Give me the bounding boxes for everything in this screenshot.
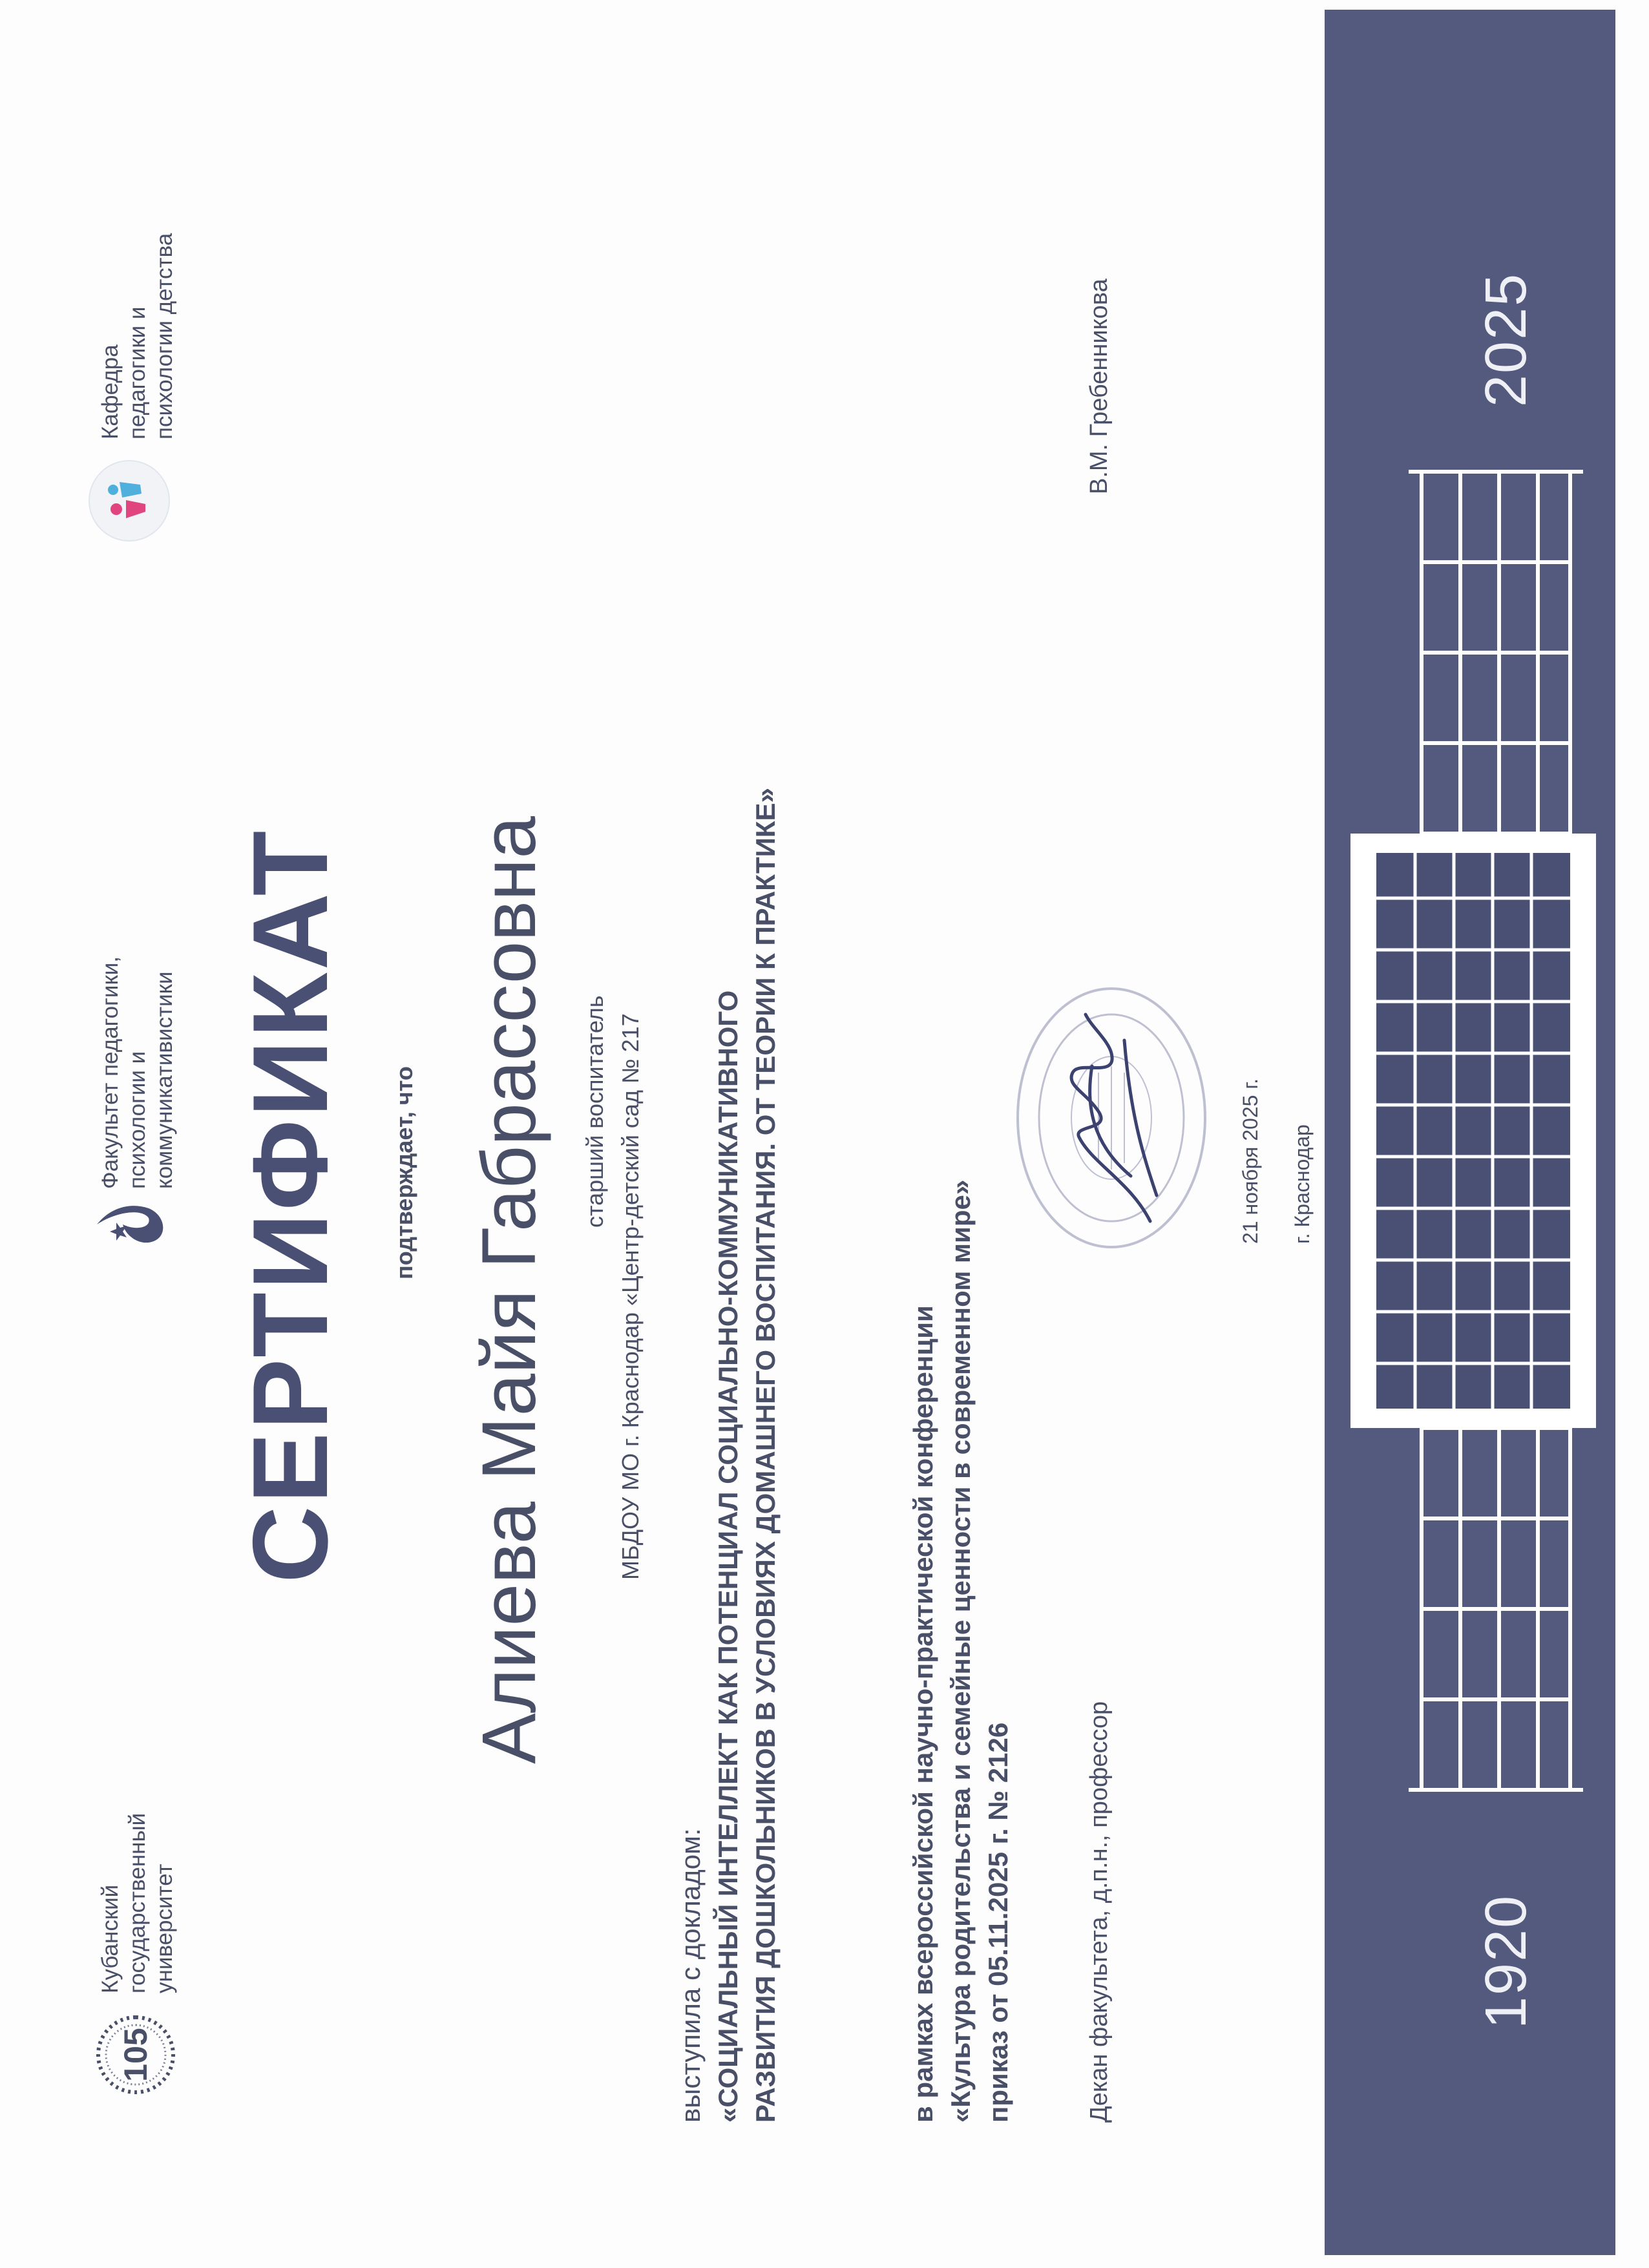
person-name: Алиева Майя Габрассовна <box>467 816 552 1764</box>
dean-name: В.М. Гребенникова <box>1086 278 1113 494</box>
issue-place: г. Краснодар <box>1290 1124 1314 1244</box>
conference-block <box>905 1180 1017 2123</box>
faculty-logo-icon <box>90 1195 174 1254</box>
issue-date: 21 ноября 2025 г. <box>1239 1078 1262 1244</box>
conference-line-2: «Культура родительства и семейные ценности в современном мире» <box>945 1179 976 2123</box>
date-place <box>1212 1076 1341 1244</box>
person-institution: МБДОУ МО г. Краснодар «Центр-детский сад № 217 <box>617 1013 644 1580</box>
report-intro: выступила с докладом: <box>675 1828 706 2123</box>
year-current: 2025 <box>1474 272 1539 407</box>
university-105-logo-icon <box>87 2006 184 2103</box>
university-name: Кубанский государственный университет <box>98 1812 177 1993</box>
footer-band <box>1325 10 1615 2255</box>
person-position: старший воспитатель <box>582 995 608 1228</box>
conference-line-1: в рамках всероссийской научно-практической конференции <box>908 1305 938 2123</box>
department-logo-icon <box>81 452 178 549</box>
faculty-name: Факультет педагогики, психологии и коммуникативистики <box>98 956 177 1189</box>
report-block <box>672 788 784 2123</box>
department-name: Кафедра педагогики и психологии детства <box>98 233 177 439</box>
confirm-text: подтверждает, что <box>391 1066 417 1279</box>
dean-title: Декан факультета, д.п.н., профессор <box>1086 1701 1113 2123</box>
anniversary-badge: 105 <box>118 2028 154 2082</box>
report-title-line-1: «СОЦИАЛЬНЫЙ ИНТЕЛЛЕКТ КАК ПОТЕНЦИАЛ СОЦИАЛЬНО-КОММУНИКАТИВНОГО <box>713 990 743 2123</box>
year-founded: 1920 <box>1474 1894 1539 2029</box>
certificate-title: СЕРТИФИКАТ <box>231 828 350 1583</box>
conference-line-3: приказ от 05.11.2025 г. № 2126 <box>983 1722 1013 2123</box>
university-building-illustration <box>1325 10 1615 2255</box>
dean-signature <box>1053 1002 1182 1234</box>
report-title-line-2: РАЗВИТИЯ ДОШКОЛЬНИКОВ В УСЛОВИЯХ ДОМАШНЕГО ВОСПИТАНИЯ. ОТ ТЕОРИИ К ПРАКТИКЕ» <box>750 788 781 2123</box>
